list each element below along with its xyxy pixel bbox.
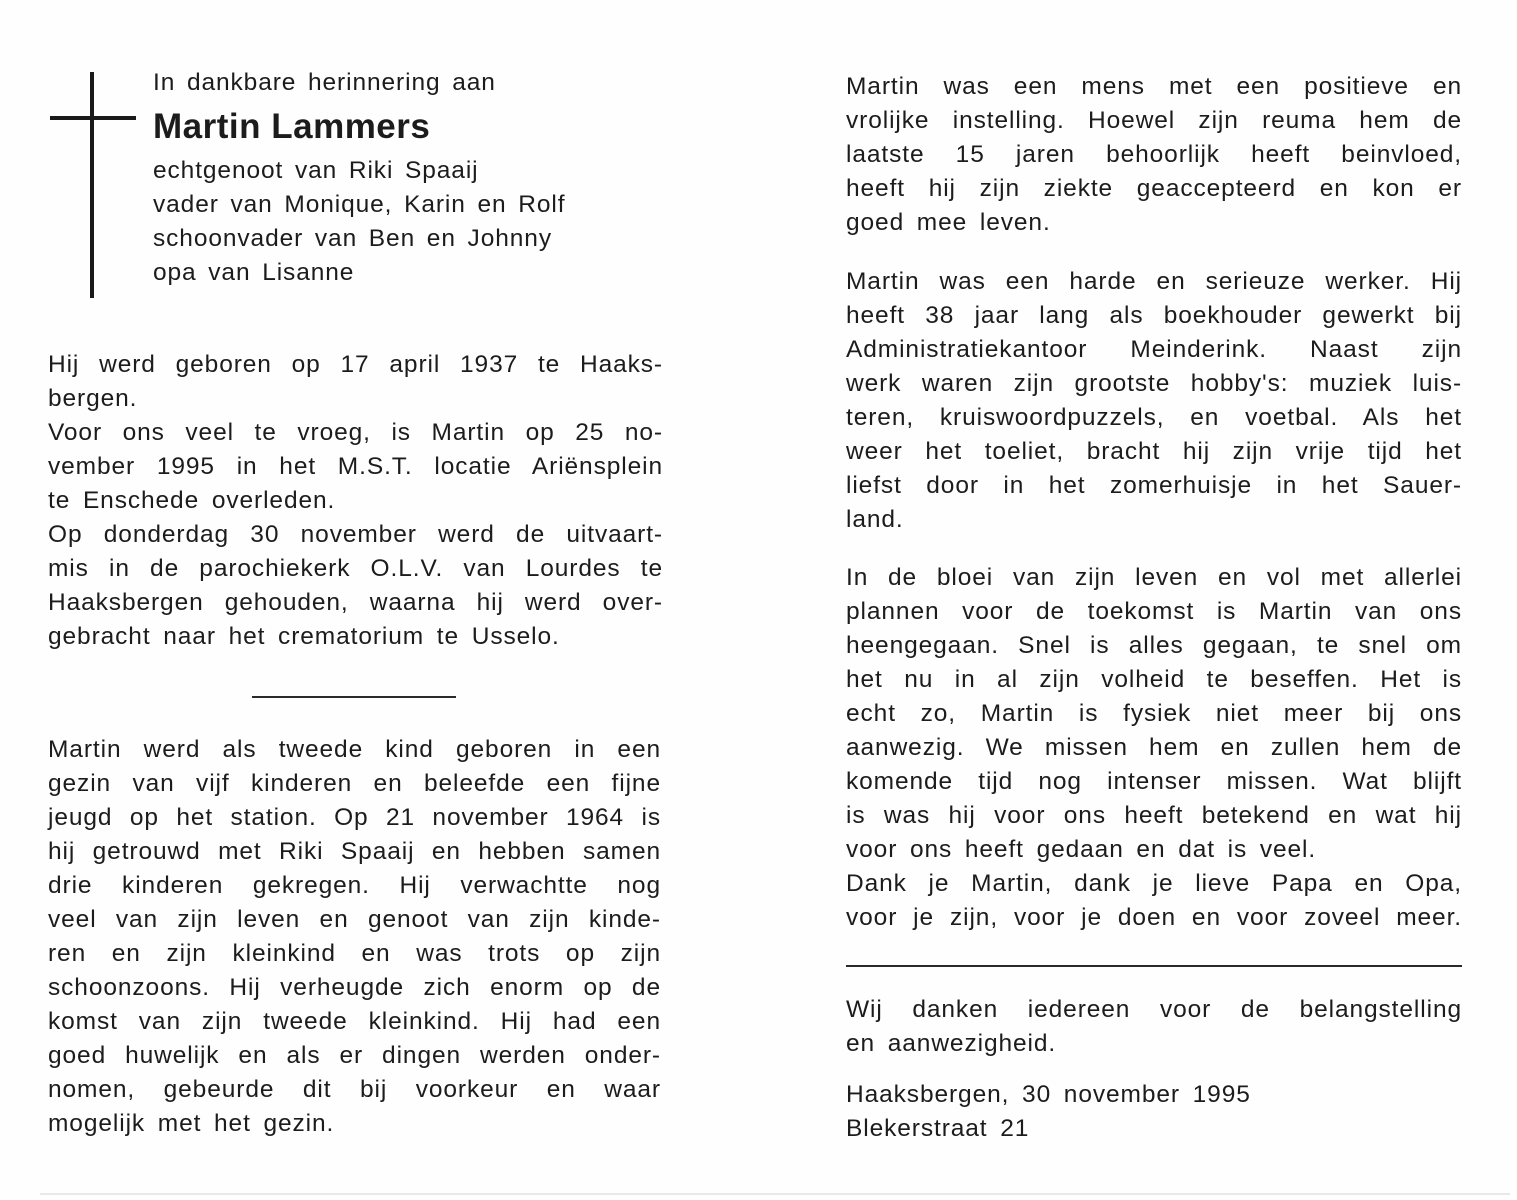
- text-line: werk waren zijn grootste hobby's: muziek luis-: [846, 370, 1462, 397]
- text-line: Administratiekantoor Meinderink. Naast zijn: [846, 336, 1462, 363]
- farewell-paragraph: [846, 561, 1462, 935]
- text-line: heengegaan. Snel is alles gegaan, te snel om: [846, 632, 1462, 659]
- text-line: Haaksbergen gehouden, waarna hij werd over-: [48, 589, 663, 616]
- personality-paragraph: [846, 70, 1462, 240]
- text-line: echt zo, Martin is fysiek niet meer bij ons: [846, 700, 1462, 727]
- text-line: vember 1995 in het M.S.T. locatie Ariënsplein: [48, 453, 663, 480]
- story-paragraph: [48, 733, 661, 1141]
- text-line: laatste 15 jaren behoorlijk heeft beinvloed,: [846, 141, 1462, 168]
- relation-line: opa van Lisanne: [153, 259, 355, 286]
- text-line: schoonzoons. Hij verheugde zich enorm op de: [48, 974, 661, 1001]
- text-line: vrolijke instelling. Hoewel zijn reuma hem de: [846, 107, 1462, 134]
- text-line: Martin werd als tweede kind geboren in een: [48, 736, 661, 763]
- text-line: komende tijd nog intenser missen. Wat blijft: [846, 768, 1462, 795]
- text-line: nomen, gebeurde dit bij voorkeur en waar: [48, 1076, 661, 1103]
- text-line: liefst door in het zomerhuisje in het Sauer-: [846, 472, 1462, 499]
- relation-line: echtgenoot van Riki Spaaij: [153, 157, 479, 184]
- text-line: hij getrouwd met Riki Spaaij en hebben samen: [48, 838, 661, 865]
- cross-icon-bar: [50, 116, 136, 120]
- cross-icon: [90, 72, 94, 298]
- card-header: [153, 66, 673, 290]
- text-line: Martin was een mens met een positieve en: [846, 73, 1462, 100]
- text-line: bergen.: [48, 385, 138, 412]
- text-line: teren, kruiswoordpuzzels, en voetbal. Als het: [846, 404, 1462, 431]
- text-line: heeft 38 jaar lang als boekhouder gewerkt bij: [846, 302, 1462, 329]
- text-line: het nu in al zijn volheid te beseffen. Het is: [846, 666, 1462, 693]
- bio-paragraph: [48, 348, 663, 654]
- text-line: goed huwelijk en als er dingen werden onder-: [48, 1042, 661, 1069]
- deceased-name: Martin Lammers: [153, 107, 431, 146]
- text-line: is was hij voor ons heeft betekend en wat hij: [846, 802, 1462, 829]
- relation-line: vader van Monique, Karin en Rolf: [153, 191, 566, 218]
- text-line: te Enschede overleden.: [48, 487, 336, 514]
- text-line: land.: [846, 506, 904, 533]
- text-line: heeft hij zijn ziekte geaccepteerd en kon er: [846, 175, 1462, 202]
- text-line: gebracht naar het crematorium te Usselo.: [48, 623, 560, 650]
- divider: [252, 696, 456, 698]
- text-line: Hij werd geboren op 17 april 1937 te Haaks-: [48, 351, 663, 378]
- text-line: komst van zijn tweede kleinkind. Hij had een: [48, 1008, 661, 1035]
- text-line: goed mee leven.: [846, 209, 1051, 236]
- relation-line: schoonvader van Ben en Johnny: [153, 225, 552, 252]
- text-line: jeugd op het station. Op 21 november 1964 is: [48, 804, 661, 831]
- text-line: plannen voor de toekomst is Martin van ons: [846, 598, 1462, 625]
- work-paragraph: [846, 265, 1462, 537]
- text-line: drie kinderen gekregen. Hij verwachtte nog: [48, 872, 661, 899]
- text-line: weer het toeliet, bracht hij zijn vrije tijd het: [846, 438, 1462, 465]
- text-line: Dank je Martin, dank je lieve Papa en Opa,: [846, 870, 1462, 897]
- text-line: aanwezig. We missen hem en zullen hem de: [846, 734, 1462, 761]
- text-line: Voor ons veel te vroeg, is Martin op 25 no-: [48, 419, 663, 446]
- text-line: voor je zijn, voor je doen en voor zoveel meer.: [846, 904, 1462, 931]
- address: Blekerstraat 21: [846, 1115, 1030, 1142]
- text-line: ren en zijn kleinkind en was trots op zijn: [48, 940, 661, 967]
- text-line: Op donderdag 30 november werd de uitvaart-: [48, 521, 663, 548]
- card-edge: [40, 1193, 1510, 1195]
- text-line: mis in de parochiekerk O.L.V. van Lourdes te: [48, 555, 663, 582]
- text-line: en aanwezigheid.: [846, 1030, 1057, 1057]
- signature-block: [846, 1078, 1462, 1146]
- text-line: mogelijk met het gezin.: [48, 1110, 335, 1137]
- thanks-paragraph: [846, 993, 1462, 1061]
- place-date: Haaksbergen, 30 november 1995: [846, 1081, 1251, 1108]
- text-line: Martin was een harde en serieuze werker. Hij: [846, 268, 1462, 295]
- text-line: gezin van vijf kinderen en beleefde een fijne: [48, 770, 661, 797]
- intro-text: In dankbare herinnering aan: [153, 69, 496, 96]
- text-line: voor ons heeft gedaan en dat is veel.: [846, 836, 1317, 863]
- divider: [846, 965, 1462, 967]
- text-line: Wij danken iedereen voor de belangstelling: [846, 996, 1462, 1023]
- text-line: veel van zijn leven en genoot van zijn kinde-: [48, 906, 661, 933]
- text-line: In de bloei van zijn leven en vol met allerlei: [846, 564, 1462, 591]
